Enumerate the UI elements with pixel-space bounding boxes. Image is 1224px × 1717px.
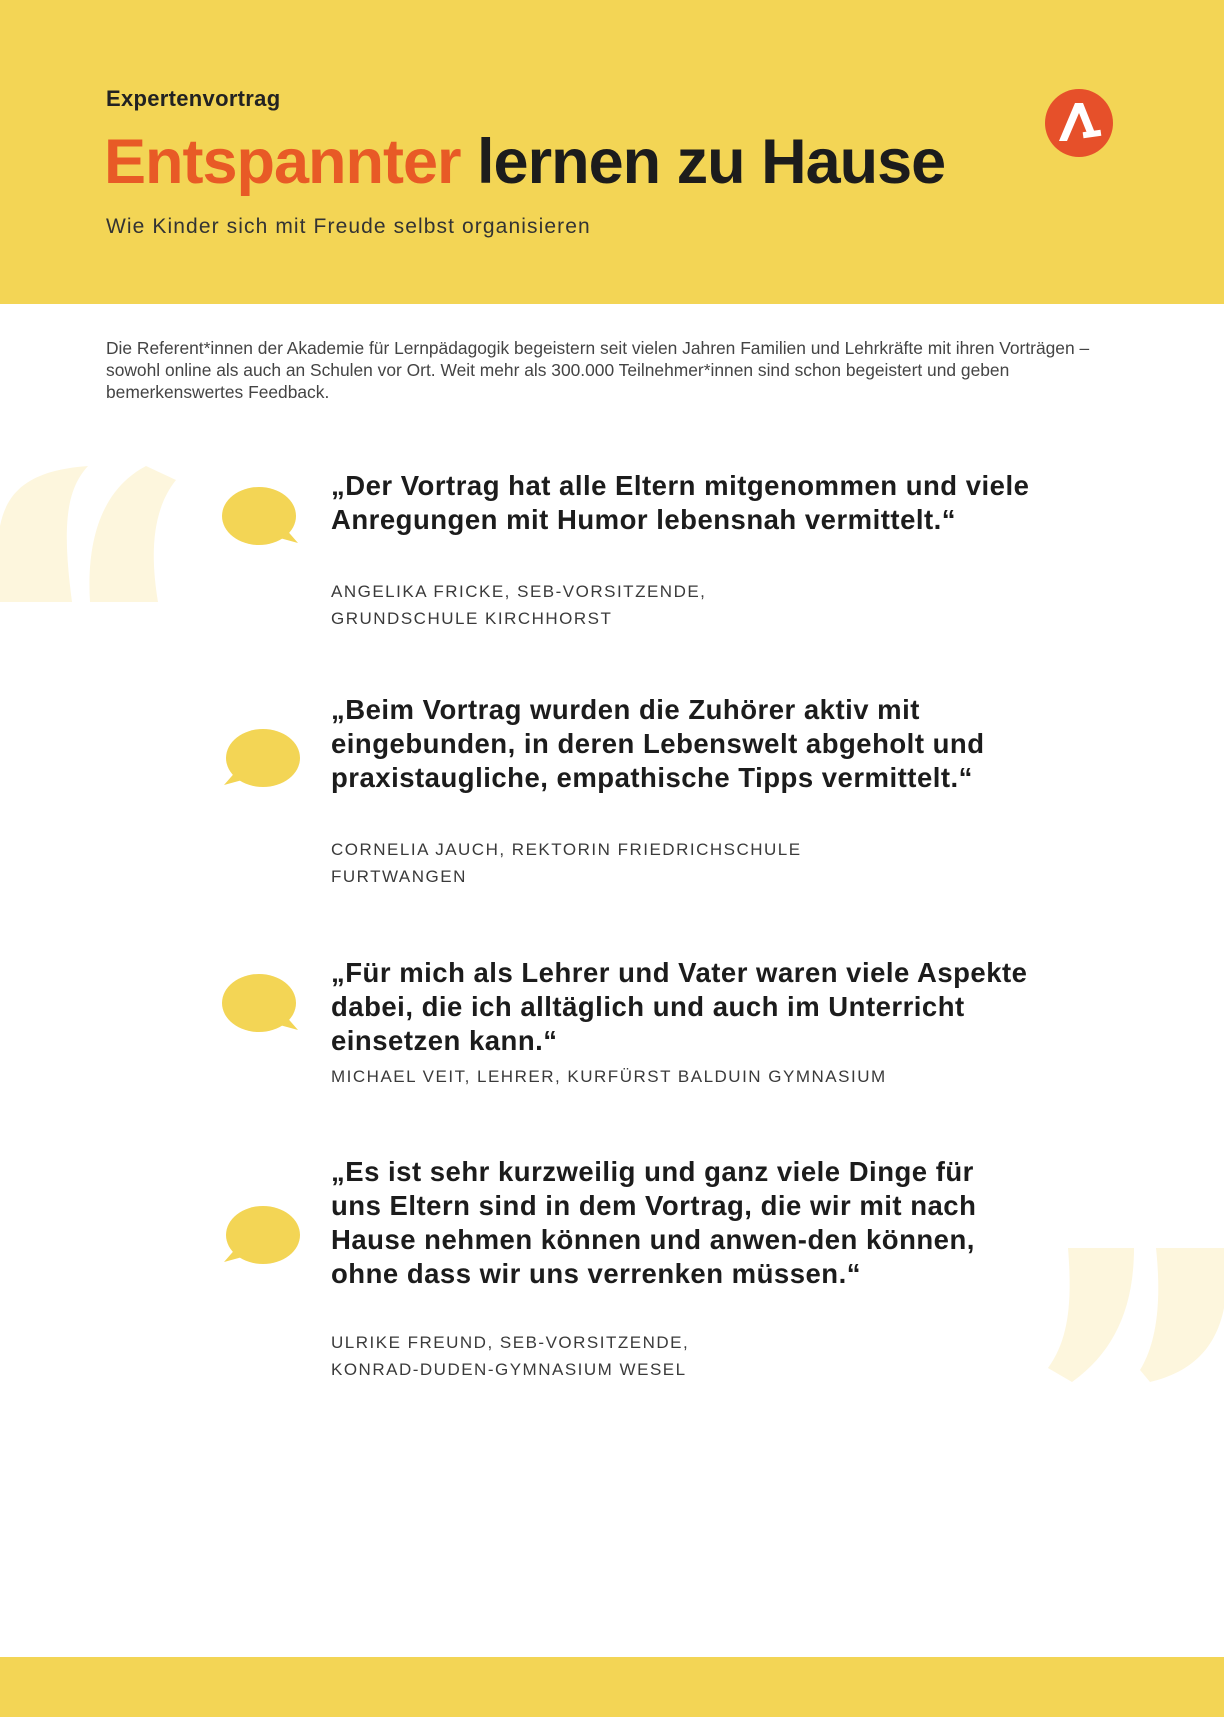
testimonial-author-3-line1: MICHAEL VEIT, LEHRER, KURFÜRST BALDUIN GYMNASIUM bbox=[331, 1067, 887, 1086]
testimonial-author-1 bbox=[331, 579, 1091, 632]
footer-band bbox=[0, 1657, 1224, 1717]
testimonial-quote-1: „Der Vortrag hat alle Eltern mitgenommen und viele Anregungen mit Humor lebensnah vermittelt.“ bbox=[331, 470, 1030, 535]
intro-paragraph: Die Referent*innen der Akademie für Lernpädagogik begeistern seit vielen Jahren Familien und Lehrkräfte mit ihren Vorträgen – sowohl online als auch an Schulen vor Ort. Weit mehr als 300.000 Teilnehmer*innen sind schon begeistert und geben bemerkenswertes Feedback. bbox=[106, 338, 1090, 402]
testimonial-author-2-line1: CORNELIA JAUCH, REKTORIN FRIEDRICHSCHULE bbox=[331, 840, 802, 859]
page-subtitle: Wie Kinder sich mit Freude selbst organisieren bbox=[106, 215, 591, 238]
speech-bubble-icon bbox=[222, 1206, 300, 1270]
testimonial-author-1-line1: ANGELIKA FRICKE, SEB-VORSITZENDE, bbox=[331, 582, 707, 601]
akademie-logo-icon bbox=[1045, 89, 1113, 157]
testimonial-author-3 bbox=[331, 1064, 1091, 1091]
testimonial-quote-2: „Beim Vortrag wurden die Zuhörer aktiv mit eingebunden, in deren Lebenswelt abgeholt und praxistaugliche, empathische Tipps vermittelt.“ bbox=[331, 694, 985, 793]
testimonial-quote-3: „Für mich als Lehrer und Vater waren viele Aspekte dabei, die ich alltäglich und auch im Unterricht einsetzen kann.“ bbox=[331, 957, 1028, 1056]
testimonial-author-1-line2: GRUNDSCHULE KIRCHHORST bbox=[331, 608, 613, 628]
opening-quote-decoration-icon bbox=[0, 466, 180, 602]
page-title bbox=[104, 124, 945, 200]
testimonial-author-4 bbox=[331, 1330, 1091, 1383]
testimonial-author-4-line2: KONRAD-DUDEN-GYMNASIUM WESEL bbox=[331, 1359, 687, 1379]
title-rest: lernen zu Hause bbox=[460, 127, 946, 197]
speech-bubble-icon bbox=[222, 729, 300, 793]
speech-bubble-icon bbox=[222, 974, 300, 1038]
testimonial-quote-4: „Es ist sehr kurzweilig und ganz viele Dinge für uns Eltern sind in dem Vortrag, die wir mit nach Hause nehmen können und anwen-den können, ohne dass wir uns verrenken müssen.“ bbox=[331, 1156, 977, 1289]
testimonial-author-2 bbox=[331, 837, 1091, 890]
title-accent: Entspannter bbox=[104, 127, 461, 197]
testimonial-author-4-line1: ULRIKE FREUND, SEB-VORSITZENDE, bbox=[331, 1333, 690, 1352]
header-banner bbox=[0, 0, 1224, 304]
kicker-label: Expertenvortrag bbox=[106, 86, 281, 111]
speech-bubble-icon bbox=[222, 487, 300, 551]
testimonial-author-2-line2: FURTWANGEN bbox=[331, 866, 467, 886]
